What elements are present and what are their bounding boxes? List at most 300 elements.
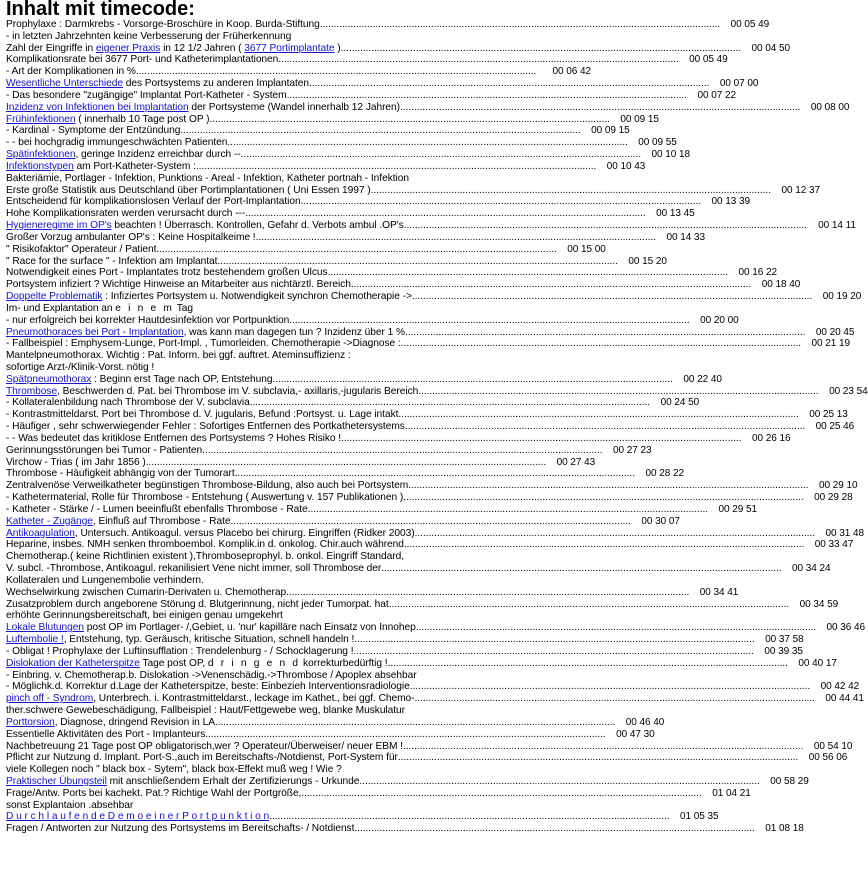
toc-entry-text [6,149,241,161]
toc-entry-text [6,362,591,374]
toc-dot-leader: ................................................................................................................................................ [398,409,799,421]
toc-row [6,432,791,445]
toc-text-part: , Diagnose, dringend Revision in LA [54,716,215,728]
timecode: 00 09 15 [620,113,659,125]
timecode: 00 36 46 [826,622,866,634]
toc-entry-text [6,315,289,327]
toc-entry-text [6,31,591,43]
toc-text-part: - in letzten Jahrzehnten keine Verbesserung der Früherkennung [6,30,292,42]
toc-text-part: - Möglichk.d. Korrektur d.Lage der Katheterspitze, beste: Einbezieh Interventionsradiologie [6,681,410,693]
toc-text-part: Portsystem infiziert ? Wichtige Hinweise an Mitarbeiter aus nichtärztl. Bereich [6,279,351,291]
toc-link[interactable]: pinch off - Syndrom [6,693,94,705]
toc-text-part: , Beschwerden d. Pat. bei Thrombose im V. subclavia,- axillaris,-jugularis Bereich [57,385,419,397]
toc-text-part: Essentielle Aktivitäten des Port - Implanteurs [6,728,206,740]
toc-row [6,220,856,232]
toc-dot-leader: ................................................................................................................................................ [217,255,618,267]
toc-link[interactable]: Porttorsion [6,716,55,728]
timecode: 00 14 33 [666,231,705,243]
toc-link[interactable]: Spätinfektionen [6,149,76,161]
toc-text-part: Großer Vorzug ambulanter OP's : Keine Hospitalkeime ! [6,231,256,243]
toc-dot-leader: ................................................................................................................................................ [400,101,801,113]
toc-entry-text [6,43,341,55]
toc-text-part: , Untersuch. Antikoagul. versus Placebo bei chirurg. Eingriffen (Ridker 2003) [74,527,415,539]
toc-entry-text [6,575,591,587]
toc-text-part: mit anschließendem Erhalt der Zertifizierungs - Urkunde [106,775,360,787]
timecode: 00 37 58 [765,634,804,646]
toc-entry-text [6,125,180,137]
toc-text-part: Tage post OP, [139,657,208,669]
toc-link[interactable]: Antikoagulation [6,527,75,539]
toc-dot-leader: ................................................................................................................................................ [278,54,679,66]
timecode: 00 04 50 [751,42,791,54]
toc-row [6,243,606,256]
toc-text-part: " Risikofaktor" Operateur / Patient [6,243,157,255]
toc-row [6,385,868,398]
toc-page [6,0,868,835]
toc-row [6,503,758,516]
toc-text-part: V. subcl. -Thrombose, Antikoagul. rekanilisiert Vene nicht immer, soll Thrombose der [6,563,382,575]
timecode: 00 22 40 [683,373,722,385]
toc-entry-text [6,114,210,126]
timecode: 00 05 49 [730,18,770,30]
page-title: Inhalt mit timecode: [6,0,195,20]
toc-row [6,350,591,362]
toc-dot-leader: ................................................................................................................................................ [370,184,772,196]
toc-dot-leader: ................................................................................................................................................ [414,693,815,705]
timecode: 00 10 43 [606,160,646,172]
toc-entry-text [6,421,405,433]
toc-row [6,823,804,835]
toc-link[interactable]: Wesentliche Unterschiede [6,78,123,90]
timecode: 00 26 16 [751,432,791,444]
toc-text-part: am Port-Katheter-System : [73,160,196,172]
toc-entry-text [6,173,591,185]
timecode: 00 27 43 [556,456,596,468]
timecode: 00 30 07 [641,515,680,527]
toc-dot-leader: ................................................................................................................................................ [289,314,690,326]
toc-row [6,456,596,469]
toc-entry-text [6,350,591,362]
toc-dot-leader: ................................................................................................................................................ [205,728,606,740]
toc-dot-leader: ................................................................................................................................................ [269,811,670,823]
toc-link[interactable]: Katheter - Zugänge [6,515,93,527]
timecode: 00 29 28 [814,492,853,504]
toc-entry-text [6,788,301,800]
toc-text-part: Komplikationsrate bei 3677 Port- und Katheterimplantationen [6,54,279,66]
toc-text-part: Zusatzproblem durch angeborene Störung d. Blutgerinnung, nicht jeder Tumorpat. hat [6,598,389,610]
toc-entry-text [6,729,205,741]
timecode: 00 44 41 [825,693,864,705]
toc-row [6,775,809,788]
toc-dot-leader: ................................................................................................................................................ [307,503,709,515]
toc-row [6,291,862,303]
toc-row [6,125,630,137]
toc-row [6,716,665,729]
toc-text-part: sonst Explantaion .absehbar [6,799,134,811]
toc-entry-text [6,78,309,90]
toc-dot-leader: ................................................................................................................................................ [415,622,817,634]
toc-dot-leader: ................................................................................................................................................ [145,456,547,468]
toc-text-part: " Race for the surface " - Infektion am Implantat [6,255,218,267]
timecode: 00 25 46 [815,421,855,433]
toc-dot-leader: ................................................................................................................................................ [245,208,646,220]
toc-row [6,31,591,43]
timecode: 00 08 00 [810,101,850,113]
toc-row [6,800,591,812]
toc-text-part: - Häufiger , sehr schwerwiegender Fehler : Sofortiges Entfernen des Portkathetersystems [6,421,405,433]
timecode: 00 13 45 [656,208,695,220]
toc-dot-leader: ................................................................................................................................................ [230,515,631,527]
timecode: 00 18 40 [761,279,801,291]
timecode: 00 21 19 [811,338,851,350]
timecode: 00 29 10 [819,480,858,492]
toc-entry-text [6,646,353,658]
toc-text-part: Chemotherap.( keine Richtlinien existent ),Thromboseprophyl. b. onkol. Eingriff Standard, [6,551,404,563]
toc-link[interactable]: Luftembolie ! [6,634,64,646]
toc-link[interactable]: Inzidenz von Infektionen bei Implantation [6,101,189,113]
toc-dot-leader: ................................................................................................................................................ [209,113,610,125]
toc-entry-text [6,457,146,469]
toc-dot-leader: ................................................................................................................................................ [403,492,804,504]
toc-row [6,196,751,208]
toc-text-part: Thrombose - Häufigkeit abhängig von der Tumorart [6,468,235,480]
toc-dot-leader: ................................................................................................................................................ [414,527,815,539]
toc-link[interactable]: Doppelte Problematik [6,291,103,303]
toc-row [6,681,860,693]
toc-text-part: Heparine, insbes. NMH senken thromboembol. Komplik.in d. onkolog. Chir.auch während [6,539,404,551]
toc-entry-text [6,161,196,173]
timecode: 01 04 21 [712,787,751,799]
toc-text-part: des Portsystems zu anderen Implantaten [122,78,310,90]
toc-link[interactable]: Lokale Blutungen [6,622,84,634]
toc-text-part: Zentralvenöse Verweilkatheter begünstigen Thrombose-Bildung, also auch bei Portsystem [6,480,409,492]
timecode: 00 07 00 [719,78,759,90]
toc-entry-text [6,256,217,268]
toc-text-part: - - Was bedeutet das kritiklose Entfernen des Portsystems ? Hohes Risiko ! [6,432,342,444]
toc-row [6,208,695,220]
toc-row [6,326,855,339]
timecode: 00 46 40 [625,716,665,728]
toc-dot-leader: ................................................................................................................................................ [405,326,806,338]
toc-text-part: - Fallbeispiel : Emphysem-Lunge, Port-Impl. , Tumorleiden. Chemotherapie ->Diagnose : [6,338,401,350]
toc-row [6,622,866,634]
toc-dot-leader: ................................................................................................................................................ [288,586,690,598]
toc-dot-leader: ................................................................................................................................................ [195,160,597,172]
toc-dot-leader: ................................................................................................................................................ [286,89,687,101]
toc-row [6,54,728,66]
timecode: 00 20 45 [815,326,855,338]
toc-row [6,267,777,279]
toc-entry-text [6,693,415,705]
toc-entry-text [6,397,250,409]
timecode: 00 13 39 [711,196,751,208]
toc-row [6,173,591,185]
toc-entry-text [6,137,227,149]
timecode: 00 40 17 [798,657,837,669]
toc-row [6,492,853,504]
timecode: 00 31 48 [825,527,864,539]
toc-entry-text [6,634,354,646]
toc-entry-text [6,374,272,386]
toc-dot-leader: ................................................................................................................................................ [404,421,806,433]
toc-link[interactable]: Hygieneregime im OP's [6,220,112,232]
toc-entry-text [6,66,136,78]
toc-text-part: - Kollateralenbildung nach Thrombose der V. subclavia [6,397,250,409]
toc-dot-leader: ................................................................................................................................................ [234,468,636,480]
toc-text-part: post OP im Portlager- /,Gebiet, u. 'nur' kapilläre nach Einsatz von Innohep [83,622,416,634]
toc-dot-leader: ................................................................................................................................................ [319,18,721,30]
toc-link[interactable]: eigener Praxis [95,42,161,54]
toc-dot-leader: ................................................................................................................................................ [249,397,651,409]
timecode: 00 12 37 [781,184,821,196]
toc-dot-leader: ................................................................................................................................................ [135,66,537,78]
toc-row [6,645,803,658]
toc-row [6,634,804,646]
toc-dot-leader: ................................................................................................................................................ [202,444,603,456]
toc-dot-leader: ................................................................................................................................................ [272,373,673,385]
toc-dot-leader: ................................................................................................................................................ [388,598,790,610]
toc-entry-text [6,492,403,504]
toc-row [6,42,791,55]
timecode: 00 27 23 [613,444,652,456]
toc-entry-text [6,539,404,551]
toc-link[interactable]: 3677 Portimplantate [244,42,335,54]
toc-entry-text [6,291,412,303]
toc-text-part: e i n e m [115,302,175,314]
toc-text-part: Gerinnungsstörungen bei Tumor - Patienten [6,444,203,456]
toc-row [6,255,667,268]
toc-dot-leader: ................................................................................................................................................ [354,823,755,835]
toc-text-part: , Unterbrech. i. Kontrastmitteldarst., leckage im Kathet., bei ggf. Chemo- [93,693,415,705]
toc-link[interactable]: Dislokation der Katheterspitze [6,657,140,669]
timecode: 00 09 55 [638,137,677,149]
toc-dot-leader: ................................................................................................................................................ [406,220,807,232]
timecode: 00 15 00 [567,243,606,255]
toc-text-part: - - bei hochgradig immungeschwächten Patienten [6,137,228,149]
toc-row [6,610,591,622]
toc-row [6,764,591,776]
toc-row [6,752,848,764]
toc-entry-text [6,599,389,611]
toc-entry-text [6,551,591,563]
toc-text-part: in 12 1/2 Jahren ( [160,42,245,54]
toc-entry-text [6,823,354,835]
toc-dot-leader: ................................................................................................................................................ [227,137,628,149]
toc-row [6,113,659,126]
toc-row [6,279,801,291]
toc-text-part: Pflicht zur Nutzung d. Implant. Port-S.,auch im Bereitschafts-/Notdienst, Port-System für [6,752,398,764]
toc-text-part: , Entstehung, typ. Geräusch, kritische Situation, schnell handeln ! [63,634,355,646]
toc-text-part: Prophylaxe : Darmkrebs - Vorsorge-Broschüre in Koop. Burda-Stiftung [6,18,320,30]
timecode: 00 15 20 [628,255,667,267]
toc-entry-text [6,468,235,480]
toc-entry-text [6,610,591,622]
toc-dot-leader: ................................................................................................................................................ [341,432,742,444]
toc-row [6,362,591,374]
toc-row [6,397,700,410]
timecode: 00 16 22 [738,267,777,279]
toc-text-part: - Art der Komplikationen in % [6,66,136,78]
toc-entry-text [6,244,156,256]
toc-dot-leader: ................................................................................................................................................ [387,657,788,669]
toc-text-part: Virchow - Trias ( im Jahr 1856 ) [6,456,146,468]
timecode: 00 23 54 [829,385,868,397]
toc-row [6,314,739,327]
toc-text-part: sofortige Arzt-/Klinik-Vorst. nötig ! [6,362,155,373]
toc-entry-text [6,54,278,66]
toc-text-part: - Das besondere "zugängige" Implantat Port-Katheter - System [6,89,287,101]
toc-dot-leader: ................................................................................................................................................ [409,681,811,693]
toc-entry-text [6,658,388,670]
toc-row [6,705,591,717]
toc-entry-text [6,303,591,315]
toc-row [6,184,821,197]
toc-text-part: erhöhte Gerinnungsbereitschaft, bei einigen genau umgekehrt [6,610,283,622]
timecode: 00 14 11 [818,220,856,232]
toc-text-part: - Einbring. v. Chemotherap.b. Dislokation ->Venenschädig.->Thrombose / Apoplex absehbar [6,669,417,681]
timecode: 00 09 15 [591,125,630,137]
toc-entry-text [6,433,341,445]
toc-entry-text [6,90,287,102]
toc-row [6,563,831,575]
toc-row [6,137,677,149]
toc-entry-text [6,267,328,279]
toc-text-part: ( innerhalb 10 Tage post OP ) [75,113,210,125]
timecode: 00 58 29 [770,775,809,787]
toc-text-part: der Portsysteme (Wandel innerhalb 12 Jahren) [188,101,401,113]
toc-link[interactable]: Spätpneumothorax [6,373,92,385]
toc-entry-text [6,622,416,634]
timecode: 00 34 41 [699,586,739,598]
toc-dot-leader: ................................................................................................................................................ [301,787,702,799]
toc-row [6,78,759,90]
toc-entry-text [6,681,410,693]
timecode: 00 34 59 [799,598,839,610]
toc-entry-text [6,338,401,350]
toc-text-part: Notwendigkeit eines Port - Implantates trotz bestehendem großen Ulcus [6,267,328,279]
toc-row [6,149,691,161]
toc-text-part: Hohe Komplikationsraten werden verursacht durch --- [6,208,246,220]
toc-text-part: : Infiziertes Portsystem u. Notwendigkeit synchron Chemotherapie -> [102,291,412,303]
timecode: 00 24 50 [660,397,700,409]
toc-entry-text [6,220,407,232]
timecode: 00 56 06 [808,752,848,764]
toc-text-part: : Beginn erst Tage nach OP, Entstehung [91,373,273,385]
toc-entry-text [6,196,301,208]
toc-text-part: Kollateralen und Lungenembolie verhindern. [6,574,204,586]
toc-text-part: beachten ! Überrasch. Kontrollen, Gefahr d. Verbots ambul .OP's. [111,220,407,232]
toc-entry-text [6,670,591,682]
timecode: 00 19 20 [822,291,862,303]
timecode: 01 08 18 [765,823,804,835]
toc-row [6,468,685,480]
toc-entry-text [6,528,415,540]
toc-dot-leader: ................................................................................................................................................ [255,231,656,243]
toc-link[interactable]: Thrombose [6,385,58,397]
toc-row [6,657,837,670]
toc-dot-leader: ................................................................................................................................................ [353,645,754,657]
toc-text-part: Erste große Statistik aus Deutschland über Portimplantationen ( Uni Essen 1997 ) [6,184,371,196]
toc-entry-text [6,764,591,776]
toc-dot-leader: ................................................................................................................................................ [180,125,581,137]
toc-row [6,409,848,421]
toc-row [6,670,591,682]
toc-list [6,18,868,835]
toc-link[interactable]: Praktischer Übungsteil [6,775,107,787]
timecode: 01 05 35 [680,811,719,823]
toc-row [6,811,719,823]
toc-text-part: Zahl der Eingriffe in [6,42,96,54]
toc-dot-leader: ................................................................................................................................................ [354,634,755,646]
timecode: 00 42 42 [820,681,860,693]
toc-entry-text [6,776,359,788]
timecode: 00 20 00 [700,314,739,326]
toc-row [6,421,855,433]
toc-link[interactable]: Frühinfektionen [6,113,76,125]
toc-dot-leader: ................................................................................................................................................ [359,775,760,787]
toc-entry-text [6,587,289,599]
toc-row [6,89,736,102]
toc-text-part: d r i n g e n d [207,657,301,669]
toc-link[interactable]: D u r c h l a u f e n d e D e m o e i n e r P o r t p u n k t i o n [6,811,270,823]
toc-entry-text [6,409,398,421]
toc-entry-text [6,208,245,220]
timecode: 00 05 49 [689,54,728,66]
toc-text-part: Fragen / Antworten zur Nutzung des Portsystems im Bereitschafts- / Notdienst [6,823,355,835]
toc-dot-leader: ................................................................................................................................................ [381,563,782,575]
toc-text-part: , was kann man dagegen tun ? Inzidenz über 1 % [183,326,406,338]
toc-text-part: korrekturbedürftig ! [300,657,388,669]
toc-text-part: Bakteriämie, Portlager - Infektion, Punktions - Areal - Infektion, Katheter portnah - Infektion [6,172,409,184]
toc-entry-text [6,386,418,398]
toc-row [6,693,864,705]
timecode: 00 33 47 [814,539,854,551]
toc-dot-leader: ................................................................................................................................................ [340,42,742,54]
toc-link[interactable]: Infektionstypen [6,160,74,172]
toc-row [6,551,591,563]
toc-entry-text [6,279,351,291]
toc-entry-text [6,445,202,457]
toc-row [6,480,858,492]
toc-entry-text [6,752,398,764]
toc-row [6,373,722,386]
toc-row [6,303,591,315]
toc-row [6,575,591,587]
toc-entry-text [6,563,381,575]
toc-entry-text [6,327,405,339]
toc-entry-text [6,705,591,717]
toc-text-part: Mantelpneumothorax. Wichtig : Pat. Inform. bei ggf. auftret. Ateminsuffizienz : [6,350,351,362]
toc-dot-leader: ................................................................................................................................................ [397,752,799,764]
toc-row [6,586,739,599]
toc-text-part: viele Kollegen noch " black box - Sytem", black box-Effekt muß weg ! Wie ? [6,764,342,776]
toc-text-part: - Katheter - Stärke / - Lumen beeinflußt ebenfalls Thrombose - Rate [6,503,308,515]
toc-row [6,66,591,78]
timecode: 00 47 30 [616,728,655,740]
toc-entry-text [6,717,215,729]
toc-entry-text [6,516,231,528]
toc-entry-text [6,741,403,753]
toc-row [6,160,646,173]
toc-text-part: , geringe Inzidenz erreichbar durch -- [75,149,241,161]
toc-dot-leader: ................................................................................................................................................ [214,716,616,728]
toc-text-part: Entscheidend für komplikationslosen Verlauf der Port-Implantation [6,196,301,208]
toc-text-part: ) [334,42,341,54]
toc-link[interactable]: Pneumothoraces bei Port - Implantation [6,326,184,338]
toc-text-part: ther.schwere Gewebeschädigung, Fallbeispiel : Haut/Fettgewebe weg, blanke Muskulatur [6,705,405,717]
toc-text-part: Wechselwirkung zwischen Cumarin-Derivaten u. Chemotherap. [6,586,289,598]
timecode: 00 25 13 [809,409,848,421]
